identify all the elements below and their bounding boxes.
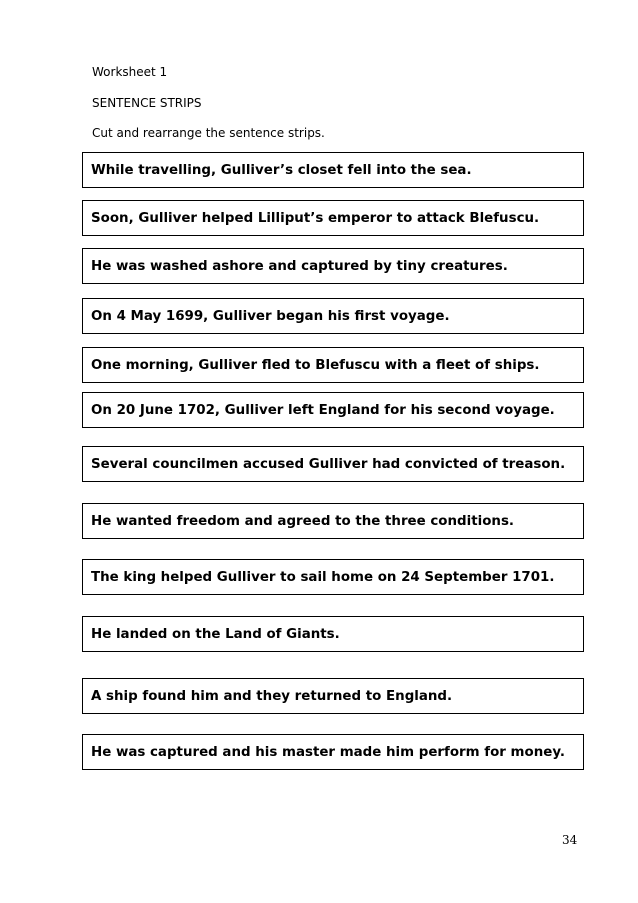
instruction-text: Cut and rearrange the sentence strips.: [92, 126, 325, 140]
sentence-strip-12: He was captured and his master made him perform for money.: [82, 734, 584, 770]
sentence-strip-5: One morning, Gulliver fled to Blefuscu with a fleet of ships.: [82, 347, 584, 383]
sentence-strip-8: He wanted freedom and agreed to the three conditions.: [82, 503, 584, 539]
page-number: 34: [562, 833, 578, 847]
sentence-strip-3: He was washed ashore and captured by tiny creatures.: [82, 248, 584, 284]
sentence-strip-6: On 20 June 1702, Gulliver left England for his second voyage.: [82, 392, 584, 428]
sentence-strip-2: Soon, Gulliver helped Lilliput’s emperor to attack Blefuscu.: [82, 200, 584, 236]
sentence-strip-7: Several councilmen accused Gulliver had convicted of treason.: [82, 446, 584, 482]
worksheet-label: Worksheet 1: [92, 65, 168, 79]
sentence-strip-9: The king helped Gulliver to sail home on 24 September 1701.: [82, 559, 584, 595]
sentence-strip-11: A ship found him and they returned to England.: [82, 678, 584, 714]
sentence-strip-10: He landed on the Land of Giants.: [82, 616, 584, 652]
sentence-strip-1: While travelling, Gulliver’s closet fell into the sea.: [82, 152, 584, 188]
section-title: SENTENCE STRIPS: [92, 96, 202, 110]
sentence-strip-4: On 4 May 1699, Gulliver began his first voyage.: [82, 298, 584, 334]
